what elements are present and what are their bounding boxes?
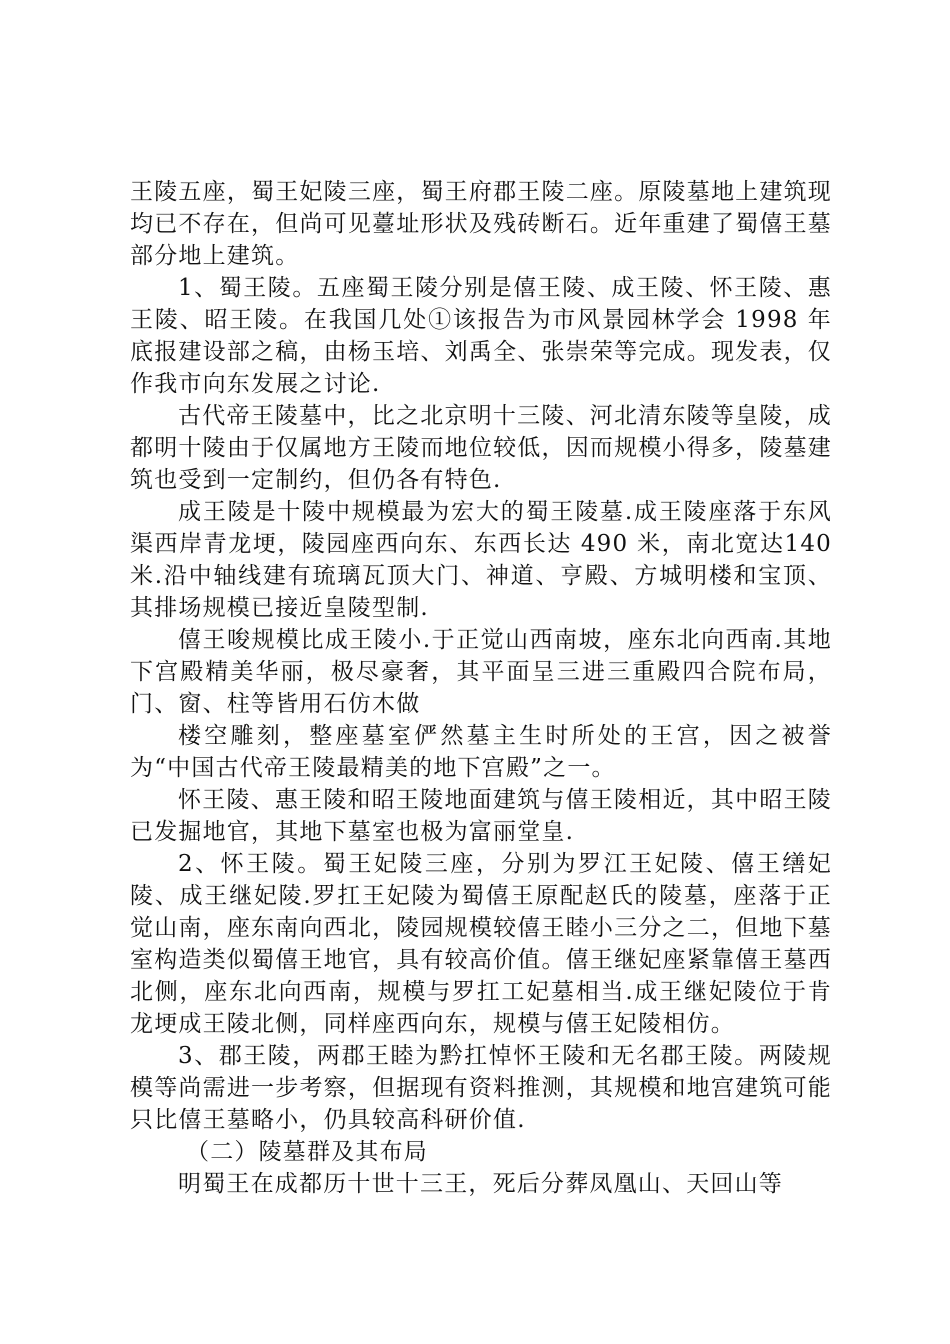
section-heading: （二）陵墓群及其布局 bbox=[186, 1139, 428, 1165]
paragraph-shu-wang-ling: 1、蜀王陵。五座蜀王陵分别是僖王陵、成王陵、怀王陵、惠王陵、昭王陵。在我国几处①该报告为市风景园林学会 1998 年底报建设部之稿，由杨玉培、刘禹全、张崇荣等完成。现发表，仅作我市向东发展之讨论. bbox=[130, 275, 832, 397]
paragraph-intro: 王陵五座，蜀王妃陵三座，蜀王府郡王陵二座。原陵墓地上建筑现均已不存在，但尚可见薹址形状及残砖断石。近年重建了蜀僖王墓部分地上建筑。 bbox=[130, 179, 832, 269]
paragraph-cheng-wang-ling: 成王陵是十陵中规模最为宏大的蜀王陵墓.成王陵座落于东风渠西岸青龙埂，陵园座西向东、东西长达 490 米，南北宽达140 米.沿中轴线建有琉璃瓦顶大门、神道、亨殿、方城明楼和宝顶、其排场规模已接近皇陵型制. bbox=[130, 499, 832, 621]
paragraph-other-tombs: 怀王陵、惠王陵和昭王陵地面建筑与僖王陵相近，其中昭王陵已发掘地官，其地下墓室也极为富丽堂皇. bbox=[130, 787, 832, 845]
document-page bbox=[130, 176, 832, 1200]
paragraph-ancient-tombs: 古代帝王陵墓中，比之北京明十三陵、河北清东陵等皇陵，成都明十陵由于仅属地方王陵而地位较低，因而规模小得多，陵墓建筑也受到一定制约，但仍各有特色. bbox=[130, 403, 832, 493]
paragraph-carving: 楼空雕刻，整座墓室俨然墓主生时所处的王宫，因之被誉为“中国古代帝王陵最精美的地下宫殿”之一。 bbox=[130, 723, 832, 781]
paragraph-jun-wang-ling: 3、郡王陵，两郡王睦为黔扛悼怀王陵和无名郡王陵。两陵规模等尚需进一步考察，但据现有资料推测，其规模和地宫建筑可能只比僖王墓略小，仍具较高科研价值. bbox=[130, 1043, 832, 1133]
paragraph-xi-wang-ling: 僖王唆规模比成王陵小.于正觉山西南坡，座东北向西南.其地下宫殿精美华丽，极尽豪奢，其平面呈三进三重殿四合院布局，门、窗、柱等皆用石仿木做 bbox=[130, 627, 832, 717]
paragraph-wang-fei-ling: 2、怀王陵。蜀王妃陵三座，分别为罗江王妃陵、僖王缮妃陵、成王继妃陵.罗扛王妃陵为蜀僖王原配赵氏的陵墓，座落于正觉山南，座东南向西北，陵园规模较僖王睦小三分之二，但地下墓室构造类似蜀僖王地官，具有较高价值。僖王继妃座紧靠僖王墓西北侧，座东北向西南，规模与罗扛工妃墓相当.成王继妃陵位于肯龙埂成王陵北侧，同样座西向东，规模与僖王妃陵相仿。 bbox=[130, 851, 832, 1037]
paragraph-layout: 明蜀王在成都历十世十三王，死后分葬凤凰山、天回山等 bbox=[178, 1171, 783, 1197]
